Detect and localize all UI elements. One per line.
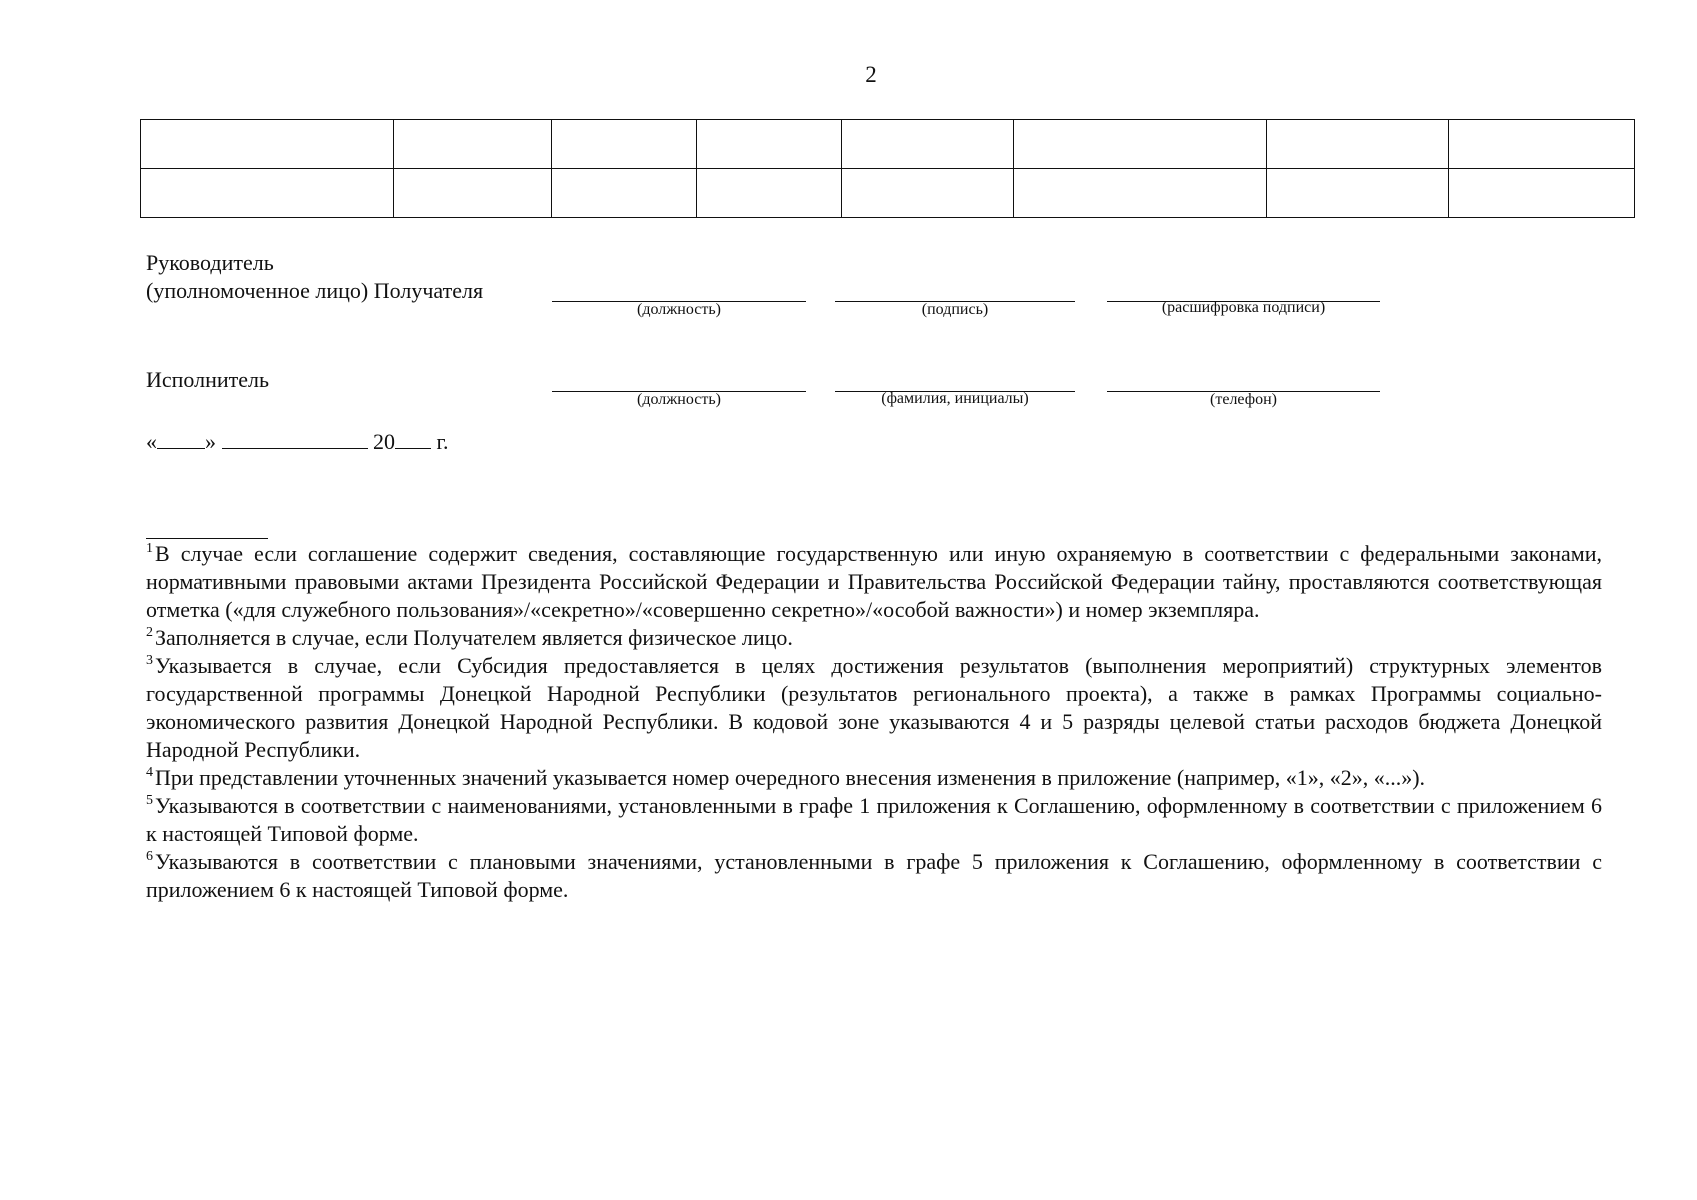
footnote-6 [146, 848, 1602, 904]
footnote-text: Указываются в соответствии с плановыми значениями, установленными в графе 5 приложения к Соглашению, оформленному в соответствии с приложением 6 к настоящей Типовой форме. [146, 849, 1602, 902]
date-suffix: г. [436, 429, 449, 454]
footnote-number: 2 [146, 625, 153, 640]
table-cell [842, 120, 1014, 169]
date-year-prefix: 20 [373, 429, 395, 454]
footnote-2 [146, 624, 1602, 652]
footnote-4 [146, 764, 1602, 792]
date-year-blank [395, 428, 431, 449]
footnotes [146, 540, 1602, 904]
footnote-text: В случае если соглашение содержит сведения, составляющие государственную или иную охраняемую в соответствии с федеральными законами, нормативными правовыми актами Президента Российской Федерации и Правительства Российской Федерации тайну, проставляются соответствующая отметка («для служебного пользования»/«секретно»/«совершенно секретно»/«особой важности») и номер экземпляра. [146, 541, 1602, 622]
footnote-5 [146, 792, 1602, 848]
table-cell [552, 169, 697, 218]
executor-phone-caption: (телефон) [1210, 391, 1277, 408]
page-number: 2 [865, 62, 877, 87]
footnote-3 [146, 652, 1602, 764]
table-cell [1449, 120, 1635, 169]
table-cell [697, 120, 842, 169]
table-row [141, 169, 1635, 218]
footnote-number: 3 [146, 653, 153, 668]
date-day-blank [157, 428, 205, 449]
date-month-blank [222, 428, 368, 449]
executor-name-caption: (фамилия, инициалы) [881, 390, 1029, 407]
executor-label: Исполнитель [146, 367, 270, 392]
table-cell [1014, 169, 1267, 218]
table-cell [141, 120, 394, 169]
table-cell [1267, 120, 1449, 169]
footnote-text: Указываются в соответствии с наименованиями, установленными в графе 1 приложения к Соглашению, оформленному в соответствии с приложением 6 к настоящей Типовой форме. [146, 793, 1602, 846]
footnote-separator [146, 538, 268, 539]
date-line [146, 428, 449, 455]
executor-position-caption: (должность) [637, 391, 721, 408]
date-close-quote: » [205, 429, 216, 454]
table-cell [1267, 169, 1449, 218]
table-cell [842, 169, 1014, 218]
table-cell [394, 120, 552, 169]
head-label-line1: Руководитель [146, 250, 274, 275]
table-row [141, 120, 1635, 169]
table-cell [1449, 169, 1635, 218]
data-table [140, 119, 1635, 218]
table-cell [552, 120, 697, 169]
footnote-text: Указывается в случае, если Субсидия предоставляется в целях достижения результатов (выполнения мероприятий) структурных элементов государственной программы Донецкой Народной Республики (результатов регионального проекта), а также в рамках Программы социально-экономического развития Донецкой Народной Республики. В кодовой зоне указываются 4 и 5 разряды целевой статьи расходов бюджета Донецкой Народной Республики. [146, 653, 1602, 762]
table-cell [141, 169, 394, 218]
footnote-number: 4 [146, 765, 153, 780]
head-position-caption: (должность) [637, 301, 721, 318]
footnote-number: 6 [146, 849, 153, 864]
footnote-text: Заполняется в случае, если Получателем является физическое лицо. [155, 625, 793, 650]
footnote-text: При представлении уточненных значений указывается номер очередного внесения изменения в приложение (например, «1», «2», «...»). [155, 765, 1426, 790]
footnote-number: 5 [146, 793, 153, 808]
table-cell [697, 169, 842, 218]
footnote-number: 1 [146, 541, 153, 556]
date-open-quote: « [146, 429, 157, 454]
table-cell [394, 169, 552, 218]
head-decoding-caption: (расшифровка подписи) [1161, 299, 1326, 316]
footnote-1 [146, 540, 1602, 624]
table-cell [1014, 120, 1267, 169]
head-label-line2: (уполномоченное лицо) Получателя [146, 278, 484, 303]
head-signature-caption: (подпись) [921, 301, 989, 318]
